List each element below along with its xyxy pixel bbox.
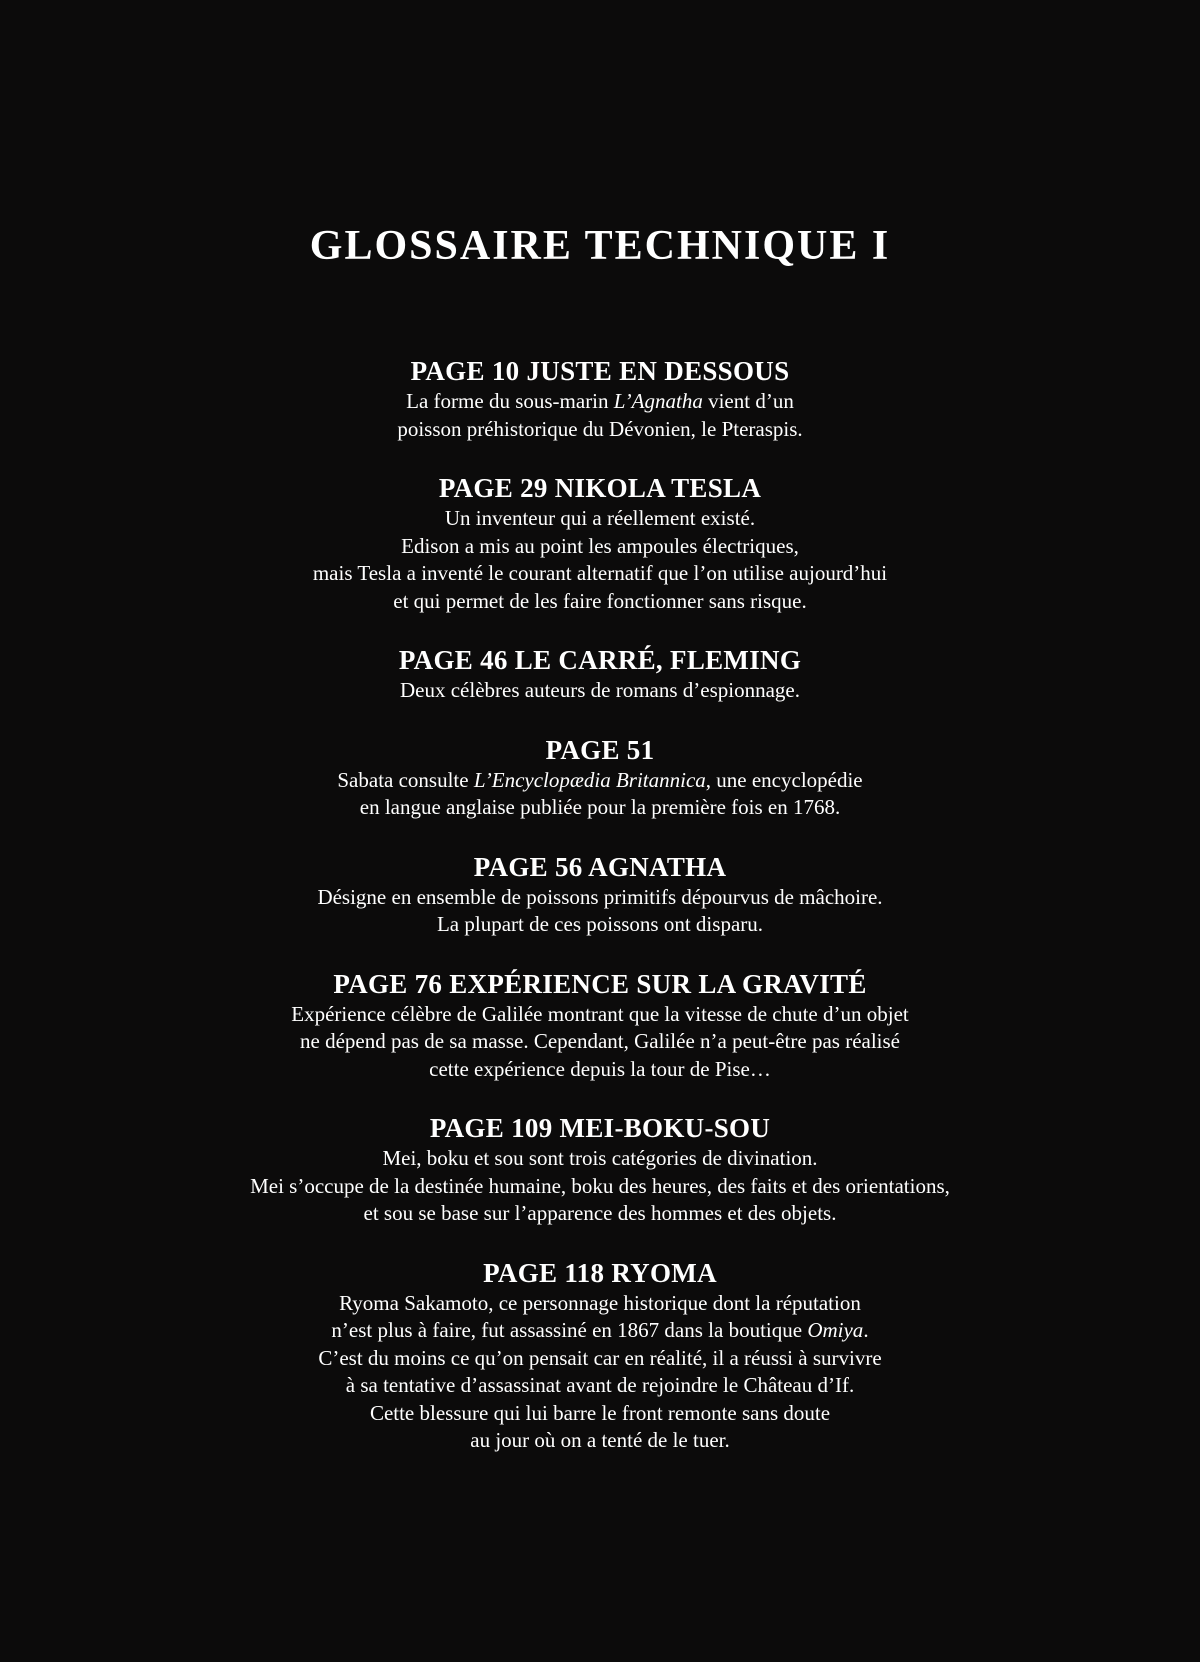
entry-text-line (0, 1317, 1200, 1345)
entry-text-line: Désigne en ensemble de poissons primitifs dépourvus de mâchoire. (317, 884, 883, 909)
glossary-entry (0, 850, 1200, 939)
entry-text-line: cette expérience depuis la tour de Pise… (429, 1056, 771, 1081)
entry-text-line: La plupart de ces poissons ont disparu. (436, 912, 764, 936)
glossary-entry (0, 354, 1200, 443)
entry-text-line: Mei, boku et sou sont trois catégories de divination. (382, 1146, 818, 1170)
glossary-entry (0, 967, 1200, 1084)
text-segment: . (863, 1318, 869, 1342)
entry-text-line: Expérience célèbre de Galilée montrant que la vitesse de chute d’un objet (291, 1001, 909, 1026)
entry-text-line: ne dépend pas de sa masse. Cependant, Galilée n’a peut-être pas réalisé (300, 1029, 900, 1053)
entry-text-line: Mei s’occupe de la destinée humaine, boku des heures, des faits et des orientations, (250, 1173, 950, 1198)
entry-heading: PAGE 46 LE CARRÉ, FLEMING (398, 645, 802, 675)
text-segment: La forme du sous-marin (406, 389, 614, 413)
italic-title: L’Agnatha (613, 389, 703, 413)
text-segment: Sabata consulte (337, 767, 474, 792)
entry-text-line: en langue anglaise publiée pour la première fois en 1768. (359, 795, 841, 819)
entry-text-line: poisson préhistorique du Dévonien, le Pteraspis. (397, 416, 803, 441)
entry-text-line: mais Tesla a inventé le courant alternatif que l’on utilise aujourd’hui (312, 561, 888, 585)
glossary-entry (0, 1256, 1200, 1455)
entry-text-line: Deux célèbres auteurs de romans d’espionnage. (399, 678, 800, 702)
entry-heading: PAGE 29 NIKOLA TESLA (438, 473, 762, 503)
glossary-entry (0, 643, 1200, 705)
entry-text-line: C’est du moins ce qu’on pensait car en réalité, il a réussi à survivre (318, 1345, 882, 1370)
italic-title: L’Encyclopædia Britannica (473, 767, 706, 792)
text-segment: , une encyclopédie (705, 767, 863, 792)
glossary-entry (0, 471, 1200, 615)
entry-heading: PAGE 118 RYOMA (483, 1257, 717, 1288)
glossary-entry (0, 733, 1200, 822)
entry-text-line: Ryoma Sakamoto, ce personnage historique dont la réputation (339, 1290, 861, 1315)
entry-text-line (0, 388, 1200, 416)
entry-heading: PAGE 10 JUSTE EN DESSOUS (410, 356, 790, 386)
entry-text-line: Edison a mis au point les ampoules électriques, (401, 533, 799, 558)
entry-text-line (0, 767, 1200, 795)
entry-heading: PAGE 76 EXPÉRIENCE SUR LA GRAVITÉ (333, 968, 867, 999)
entry-heading: PAGE 109 MEI-BOKU-SOU (429, 1113, 771, 1143)
page-title: GLOSSAIRE TECHNIQUE I (309, 223, 891, 269)
text-segment: n’est plus à faire, fut assassiné en 1867 dans la boutique (331, 1318, 808, 1342)
entry-heading: PAGE 56 AGNATHA (473, 851, 727, 882)
italic-title: Omiya (807, 1318, 864, 1342)
entry-text-line: et sou se base sur l’apparence des hommes et des objets. (363, 1201, 837, 1225)
entry-text-line: Un inventeur qui a réellement existé. (444, 506, 756, 530)
entry-text-line: et qui permet de les faire fonctionner sans risque. (393, 588, 807, 613)
entry-text-line: à sa tentative d’assassinat avant de rejoindre le Château d’If. (345, 1373, 855, 1397)
glossary-entries (0, 354, 1200, 1483)
glossary-entry (0, 1111, 1200, 1228)
entry-text-line: Cette blessure qui lui barre le front remonte sans doute (369, 1400, 831, 1425)
entry-heading: PAGE 51 (545, 734, 655, 765)
entry-text-line: au jour où on a tenté de le tuer. (470, 1428, 730, 1452)
text-segment: vient d’un (702, 389, 794, 413)
